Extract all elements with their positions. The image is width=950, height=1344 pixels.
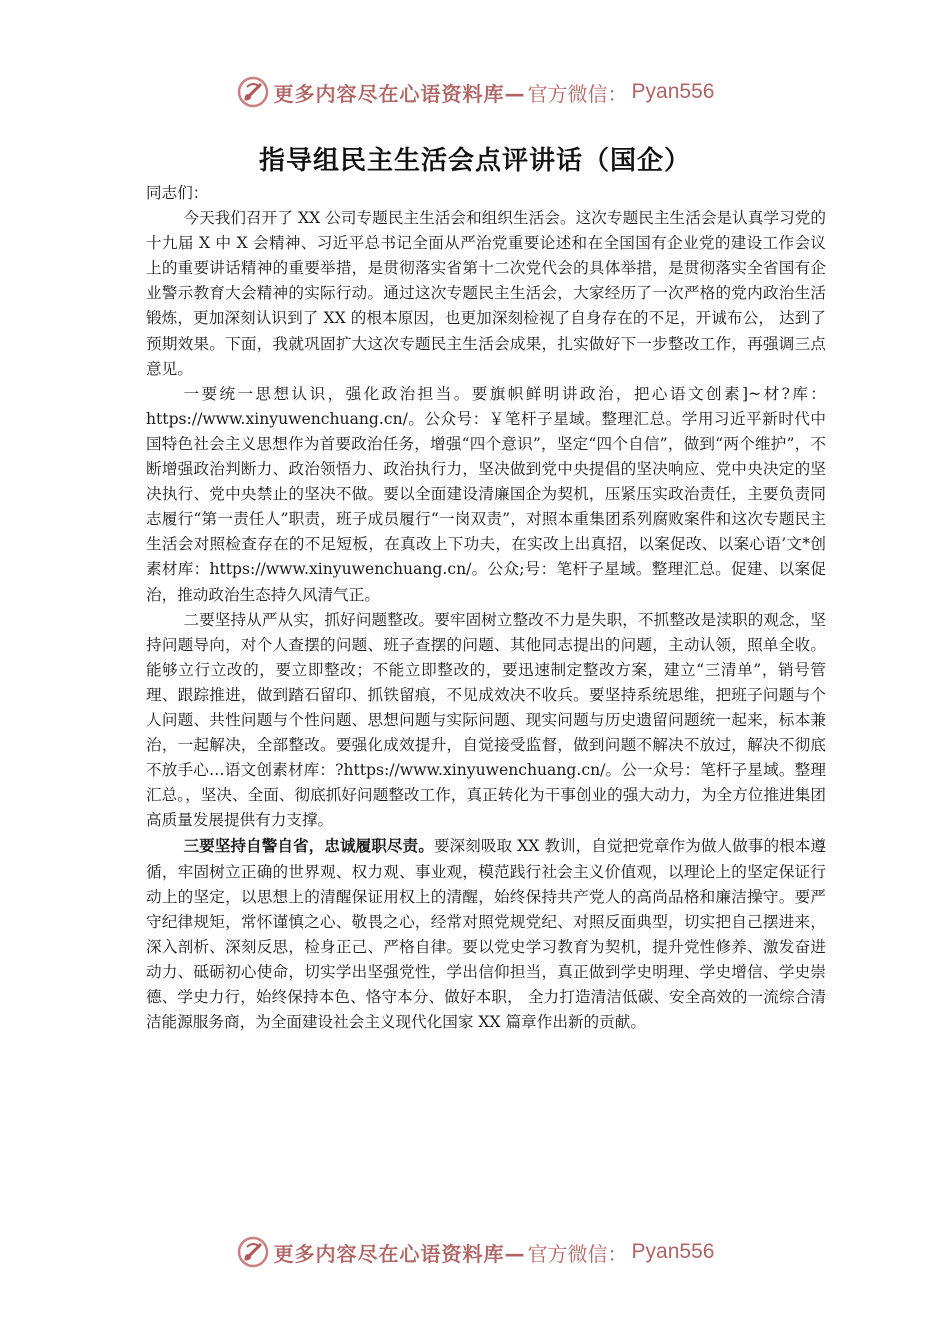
greeting: 同志们： <box>146 184 209 202</box>
paragraph-3: 二要坚持从严从实，抓好问题整改。要牢固树立整改不力是失职，不抓整改是渎职的观念，坚持问题导向，对个人查摆的问题、班子查摆的问题、其他同志提出的问题，主动认领，照单全收。能够立行立改的，要立即整改；不能立即整改的，要迅速制定整改方案，建立“三清单”，销号管理、跟踪推进，做到踏石留印、抓铁留痕，不见成效决不收兵。要坚持系统思维，把班子问题与个人问题、共性问题与个性问题、思想问题与实际问题、现实问题与历史遗留问题统一起来，标本兼治，一起解决，全部整改。要强化成效提升，自觉接受监督，做到问题不解决不放过，解决不彻底不放手心…语文创素材库：?https://www.xinyuwenchuang.cn/。公一众号：笔杆子星域。整理汇总。，坚决、全面、彻底抓好问题整改工作，真正转化为干事创业的强大动力，为全方位推进集团高质量发展提供有力支撑。 <box>146 610 826 830</box>
logo-icon <box>236 1235 270 1269</box>
document-body <box>146 181 826 1035</box>
paragraph-2: 一要统一思想认识，强化政治担当。要旗帜鲜明讲政治，把心语文创素]~材?库：https://www.xinyuwenchuang.cn/。公众号：￥笔杆子星域。整理汇总。学用习近平新时代中国特色社会主义思想作为首要政治任务，增强“四个意识”，坚定“四个自信”，做到“两个维护”，不断增强政治判断力、政治领悟力、政治执行力，坚决做到党中央提倡的坚决响应、党中央决定的坚决执行、党中央禁止的坚决不做。要以全面建设清廉国企为契机，压紧压实政治责任，主要负责同志履行“第一责任人”职责，班子成员履行“一岗双责”，对照本重集团系列腐败案件和这次专题民主生活会对照检查存在的不足短板，在真改上下功夫，在实改上出真招，以案促改、以案心语’文*创素材库：https://www.xinyuwenchuang.cn/。公众;号：笔杆子星域。整理汇总。促建、以案促治，推动政治生态持久风清气正。 <box>146 384 826 604</box>
paragraph-4 <box>146 833 826 1035</box>
banner-weixin-label: 官方微信： <box>527 81 628 106</box>
header-banner <box>0 72 950 112</box>
paragraph-1: 今天我们召开了 XX 公司专题民主生活会和组织生活会。这次专题民主生活会是认真学习党的十九届 X 中 X 会精神、习近平总书记全面从严治党重要论述和在全国国有企业党的建设工作会议上的重要讲话精神的重要举措，是贯彻落实省第十二次党代会的具体举措，是贯彻落实全省国有企业警示教育大会精神的实际行动。通过这次专题民主生活会，大家经历了一次严格的党内政治生活锻炼，更加深刻认识到了 XX 的根本原因，也更加深刻检视了自身存在的不足，开诚布公， 达到了预期效果。下面，我就巩固扩大这次专题民主生活会成果，扎实做好下一步整改工作，再强调三点意见。 <box>146 209 826 378</box>
banner-text: 更多内容尽在心语资料库— <box>273 81 526 106</box>
paragraph-4-heading: 三要坚持自警自省，忠诚履职尽责。 <box>183 836 434 856</box>
document-title: 指导组民主生活会点评讲话（国企） <box>258 146 691 176</box>
banner-weixin-id: Pyan556 <box>631 80 715 103</box>
logo-icon <box>236 75 270 109</box>
banner-text: 更多内容尽在心语资料库— <box>273 1241 526 1266</box>
banner-weixin-id: Pyan556 <box>631 1240 715 1263</box>
paragraph-4-text: 要深刻吸取 XX 教训，自觉把党章作为做人做事的根本遵循，牢固树立正确的世界观、权力观、事业观，模范践行社会主义价值观，以理论上的坚定保证行动上的坚定，以思想上的清醒保证用权上的清醒，始终保持共产党人的高尚品格和廉洁操守。要严守纪律规矩，常怀谨慎之心、敬畏之心，经常对照党规党纪、对照反面典型，切实把自己摆进来，深入剖析、深刻反思，检身正己、严格自律。要以党史学习教育为契机，提升党性修养、激发奋进动力、砥砺初心使命，切实学出坚强党性，学出信仰担当，真正做到学史明理、学史增信、学史崇德、学史力行，始终保持本色、恪守本分、做好本职， 全力打造清洁低碳、安全高效的一流综合清洁能源服务商，为全面建设社会主义现代化国家 XX 篇章作出新的贡献。 <box>146 837 826 1032</box>
banner-weixin-label: 官方微信： <box>527 1241 628 1266</box>
footer-banner <box>0 1232 950 1272</box>
